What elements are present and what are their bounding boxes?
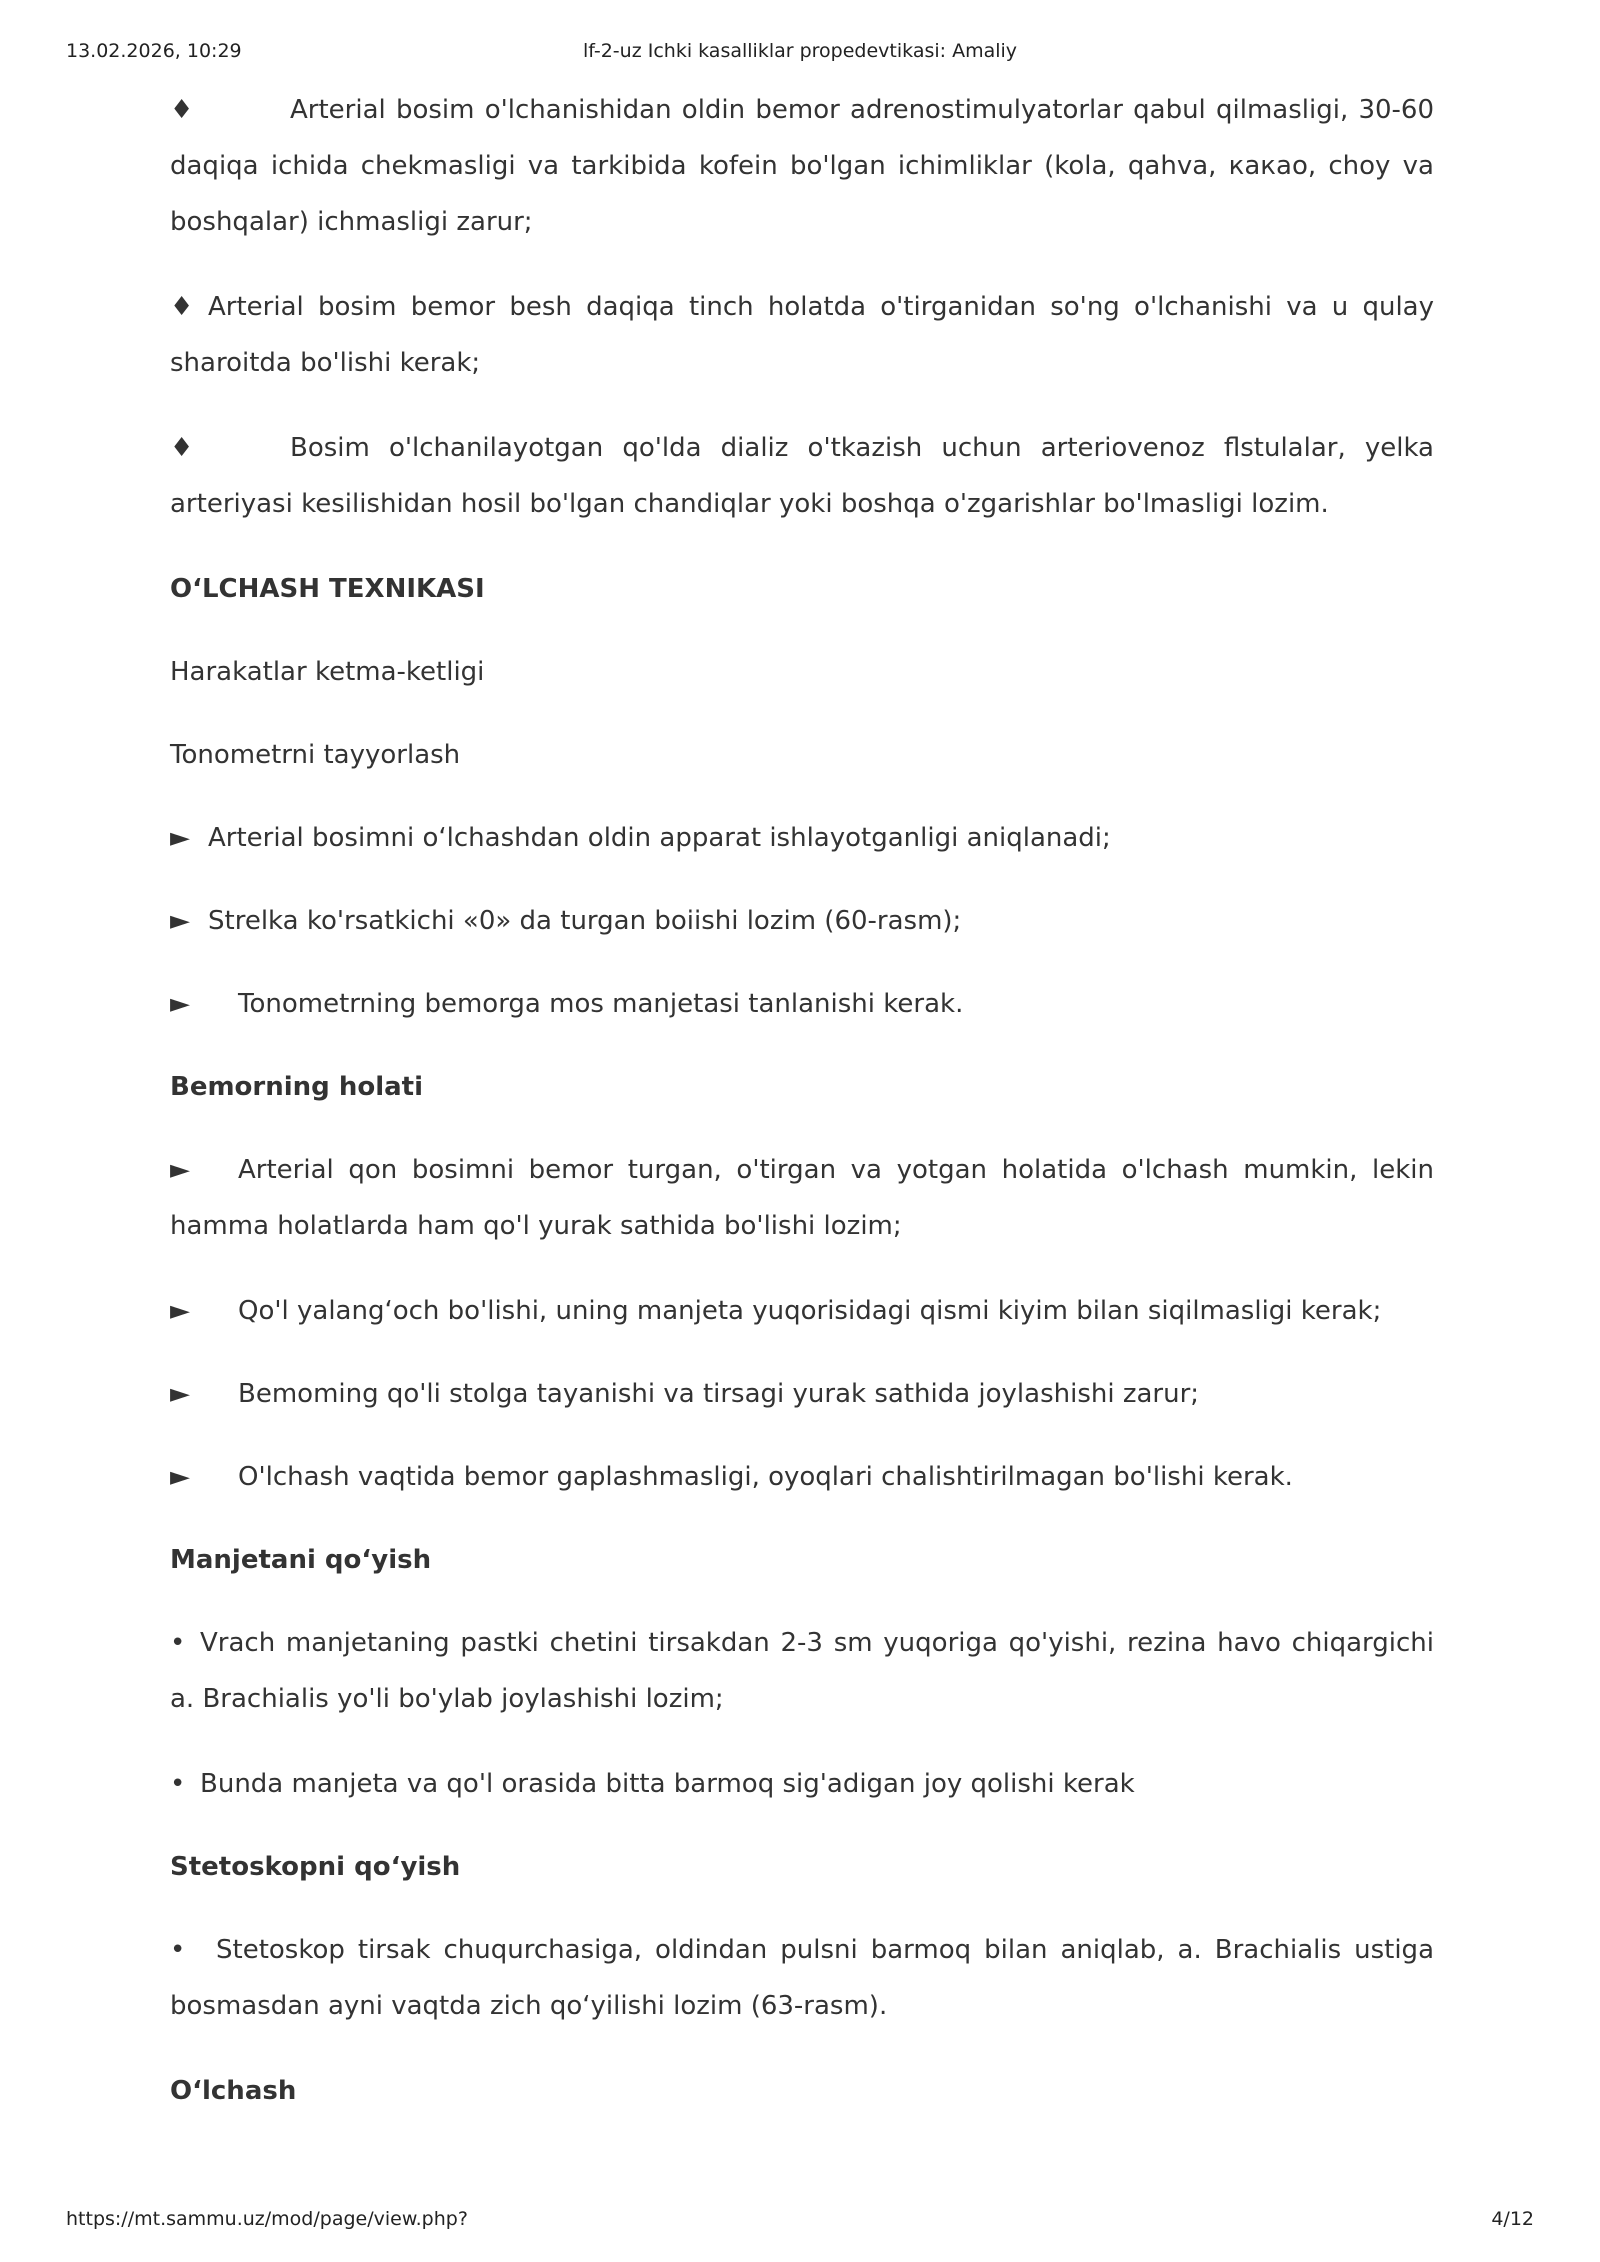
list-item-text: Bunda manjeta va qo'l orasida bitta barmoq sig'adigan joy qolishi kerak: [200, 1769, 1135, 1799]
section-heading-stethoscope-placement: Stetoskopni qo‘yish: [170, 1852, 461, 1882]
paragraph-no-fistula: [170, 420, 1434, 532]
arrow-bullet-icon: ►: [170, 1155, 190, 1185]
paragraph-no-stimulants: [170, 82, 1434, 250]
list-item-needle-zero: [170, 893, 1434, 949]
subheading-prepare-tonometer: Tonometrni tayyorlash: [170, 740, 461, 770]
paragraph-text: Arterial bosim bemor besh daqiqa tinch holatda o'tirganidan so'ng o'lchanishi va u qulay sharoitda bo'lishi kerak;: [170, 292, 1434, 378]
page-number: 4/12: [1491, 2208, 1534, 2230]
list-item-no-talking: [170, 1449, 1434, 1505]
list-item-text: Arterial qon bosimni bemor turgan, o'tirgan va yotgan holatida o'lchash mumkin, lekin hamma holatlarda ham qo'l yurak sathida bo'lishi lozim;: [170, 1155, 1434, 1241]
paragraph-text: Arterial bosim o'lchanishidan oldin bemor adrenostimulyatorlar qabul qilmasligi, 30-60 daqiqa ichida chekmasligi va tarkibida kofein bo'lgan ichimliklar (kola, qahva, какао, choy va boshqalar) ichmasligi zarur;: [170, 95, 1434, 237]
list-item-stethoscope-position: [170, 1922, 1434, 2034]
arrow-bullet-icon: ►: [170, 906, 190, 936]
list-item-finger-gap: [170, 1756, 1434, 1812]
dot-bullet-icon: •: [170, 1935, 186, 1965]
list-item-check-device: [170, 810, 1434, 866]
paragraph-rest-five-minutes: [170, 279, 1434, 391]
list-item-text: Stetoskop tirsak chuqurchasiga, oldindan pulsni barmoq bilan aniqlab, a. Brachialis ustiga bosmasdan ayni vaqtda zich qo‘yilishi lozim (63-rasm).: [170, 1935, 1434, 2021]
list-item-cuff-position: [170, 1615, 1434, 1727]
print-header: [66, 40, 1534, 70]
arrow-bullet-icon: ►: [170, 1462, 190, 1492]
subheading-sequence: Harakatlar ketma-ketligi: [170, 657, 485, 687]
page-url: https://mt.sammu.uz/mod/page/view.php?: [66, 2208, 468, 2230]
section-heading-cuff-placement: Manjetani qo‘yish: [170, 1545, 432, 1575]
list-item-text: Strelka ko'rsatkichi «0» da turgan boiishi lozim (60-rasm);: [208, 906, 962, 936]
section-heading-patient-position: Bemorning holati: [170, 1072, 423, 1102]
arrow-bullet-icon: ►: [170, 1296, 190, 1326]
diamond-bullet-icon: ♦: [170, 95, 194, 125]
print-datetime: 13.02.2026, 10:29: [66, 40, 242, 62]
page-content: [170, 82, 1434, 2146]
print-footer: [66, 2208, 1534, 2238]
arrow-bullet-icon: ►: [170, 823, 190, 853]
list-item-text: Bemoming qo'li stolga tayanishi va tirsagi yurak sathida joylashishi zarur;: [238, 1379, 1200, 1409]
list-item-text: Arterial bosimni o‘lchashdan oldin apparat ishlayotganligi aniqlanadi;: [208, 823, 1111, 853]
dot-bullet-icon: •: [170, 1769, 186, 1799]
list-item-text: O'lchash vaqtida bemor gaplashmasligi, oyoqlari chalishtirilmagan bo'lishi kerak.: [238, 1462, 1293, 1492]
list-item-text: Vrach manjetaning pastki chetini tirsakdan 2-3 sm yuqoriga qo'yishi, rezina havo chiqargichi a. Brachialis yo'li bo'ylab joylashishi lozim;: [170, 1628, 1434, 1714]
diamond-bullet-icon: ♦: [170, 433, 194, 463]
arrow-bullet-icon: ►: [170, 989, 190, 1019]
diamond-bullet-icon: ♦: [170, 292, 194, 322]
dot-bullet-icon: •: [170, 1628, 186, 1658]
list-item-text: Tonometrning bemorga mos manjetasi tanlanishi kerak.: [238, 989, 964, 1019]
section-heading-measurement: O‘lchash: [170, 2076, 297, 2106]
list-item-positions: [170, 1142, 1434, 1254]
paragraph-text: Bosim o'lchanilayotgan qo'lda dializ o'tkazish uchun arteriovenoz flstulalar, yelka arteriyasi kesilishidan hosil bo'lgan chandiqlar yoki boshqa o'zgarishlar bo'lmasligi lozim.: [170, 433, 1434, 519]
list-item-text: Qo'l yalang‘och bo'lishi, uning manjeta yuqorisidagi qismi kiyim bilan siqilmasligi kerak;: [238, 1296, 1382, 1326]
list-item-bare-arm: [170, 1283, 1434, 1339]
section-heading-technique: O‘LCHASH TEXNIKASI: [170, 574, 485, 604]
arrow-bullet-icon: ►: [170, 1379, 190, 1409]
list-item-arm-on-table: [170, 1366, 1434, 1422]
document-title: lf-2-uz Ichki kasalliklar propedevtikasi: Amaliy: [582, 40, 1018, 62]
list-item-select-cuff: [170, 976, 1434, 1032]
